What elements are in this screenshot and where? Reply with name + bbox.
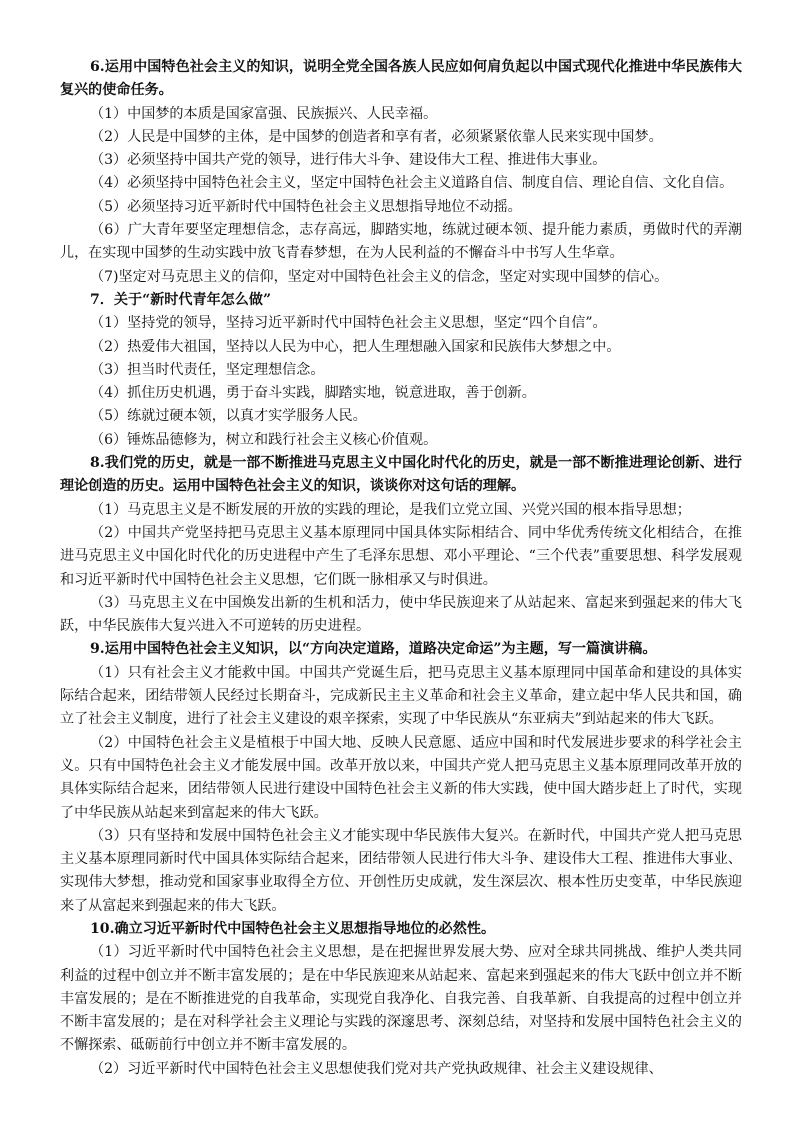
section-8-item-3: （3）马克思主义在中国焕发出新的生机和活力，使中华民族迎来了从站起来、富起来到强起来的伟大飞跃，中华民族伟大复兴进入不可逆转的历史进程。	[60, 594, 742, 635]
section-6-item-4: （4）必须坚持中国特色社会主义，坚定中国特色社会主义道路自信、制度自信、理论自信、文化自信。	[90, 175, 734, 192]
section-7-item-2: （2）热爱伟大祖国，坚持以人民为中心，把人生理想融入国家和民族伟大梦想之中。	[90, 338, 621, 355]
section-6-item-5: （5）必须坚持习近平新时代中国特色社会主义思想指导地位不动摇。	[90, 198, 522, 215]
section-7-item-6: （6）锤炼品德修为，树立和践行社会主义核心价值观。	[90, 431, 438, 448]
section-10-item-2: （2）习近平新时代中国特色社会主义思想使我们党对共产党执政规律、社会主义建设规律、	[90, 1060, 663, 1077]
section-9-item-1: （1）只有社会主义才能救中国。中国共产党诞生后，把马克思主义基本原理同中国革命和建设的具体实际结合起来，团结带领人民经过长期奋斗，完成新民主主义革命和社会主义革命，建立起中华人民共和国，确立了社会主义制度，进行了社会主义建设的艰辛探索，实现了中华民族从“东亚病夫”到站起来的伟大飞跃。	[60, 664, 742, 728]
section-8-item-1: （1）马克思主义是不断发展的开放的实践的理论，是我们立党立国、兴党兴国的根本指导思想；	[90, 501, 691, 518]
section-6-item-2: （2）人民是中国梦的主体，是中国梦的创造者和享有者，必须紧紧依靠人民来实现中国梦。	[90, 128, 663, 145]
section-6-item-7: （7)坚定对马克思主义的信仰，坚定对中国特色社会主义的信念，坚定对实现中国梦的信心。	[90, 268, 669, 285]
section-9-item-3: （3）只有坚持和发展中国特色社会主义才能实现中华民族伟大复兴。在新时代，中国共产党人把马克思主义基本原理同新时代中国具体实际结合起来，团结带领人民进行伟大斗争、建设伟大工程、推进伟大事业、实现伟大梦想，推动党和国家事业取得全方位、开创性历史成就，发生深层次、根本性历史变革，中华民族迎来了从富起来到强起来的伟大飞跃。	[60, 827, 742, 914]
section-7-item-1: （1）坚持党的领导，坚持习近平新时代中国特色社会主义思想，坚定“四个自信”。	[90, 315, 607, 332]
section-7-item-4: （4）抓住历史机遇，勇于奋斗实践，脚踏实地，锐意进取，善于创新。	[90, 385, 536, 402]
section-9-item-2: （2）中国特色社会主义是植根于中国大地、反映人民意愿、适应中国和时代发展进步要求的科学社会主义。只有中国特色社会主义才能发展中国。改革开放以来，中国共产党人把马克思主义基本原理同改革开放的具体实际结合起来，团结带领人民进行建设中国特色社会主义新的伟大实践，使中国大踏步赶上了时代，实现了中华民族从站起来到富起来的伟大飞跃。	[60, 734, 742, 821]
section-8-item-2: （2）中国共产党坚持把马克思主义基本原理同中国具体实际相结合、同中华优秀传统文化相结合，在推进马克思主义中国化时代化的历史进程中产生了毛泽东思想、邓小平理论、“三个代表”重要思想、科学发展观和习近平新时代中国特色社会主义思想，它们既一脉相承又与时俱进。	[60, 524, 742, 588]
section-8-heading: 8.我们党的历史，就是一部不断推进马克思主义中国化时代化的历史，就是一部不断推进理论创新、进行理论创造的历史。运用中国特色社会主义的知识，谈谈你对这句话的理解。	[60, 455, 742, 495]
document-page	[60, 56, 742, 1081]
section-7-heading: 7．关于“新时代青年怎么做”	[90, 291, 272, 308]
section-6-heading: 6.运用中国特色社会主义的知识，说明全党全国各族人民应如何肩负起以中国式现代化推进中华民族伟大复兴的使命任务。	[60, 59, 742, 99]
section-6-item-1: （1）中国梦的本质是国家富强、民族振兴、人民幸福。	[90, 105, 438, 122]
section-6-item-6: （6）广大青年要坚定理想信念，志存高远，脚踏实地，练就过硬本领、提升能力素质，勇做时代的弄潮儿，在实现中国梦的生动实践中放飞青春梦想，在为人民利益的不懈奋斗中书写人生华章。	[60, 222, 742, 262]
section-7-item-3: （3）担当时代责任，坚定理想信念。	[90, 361, 325, 378]
section-10-item-1: （1）习近平新时代中国特色社会主义思想，是在把握世界发展大势、应对全球共同挑战、维护人类共同利益的过程中创立并不断丰富发展的；是在中华民族迎来从站起来、富起来到强起来的伟大飞跃中创立并不断丰富发展的；是在不断推进党的自我革命，实现党自我净化、自我完善、自我革新、自我提高的过程中创立并不断丰富发展的；是在对科学社会主义理论与实践的深邃思考、深刻总结，对坚持和发展中国特色社会主义的不懈探索、砥砺前行中创立并不断丰富发展的。	[60, 944, 742, 1054]
section-10-heading: 10.确立习近平新时代中国特色社会主义思想指导地位的必然性。	[90, 920, 496, 937]
section-6-item-3: （3）必须坚持中国共产党的领导，进行伟大斗争、建设伟大工程、推进伟大事业。	[90, 152, 607, 169]
section-7-item-5: （5）练就过硬本领，以真才实学服务人民。	[90, 408, 367, 425]
section-9-heading: 9.运用中国特色社会主义知识，以“方向决定道路，道路决定命运”为主题，写一篇演讲稿。	[90, 641, 657, 658]
